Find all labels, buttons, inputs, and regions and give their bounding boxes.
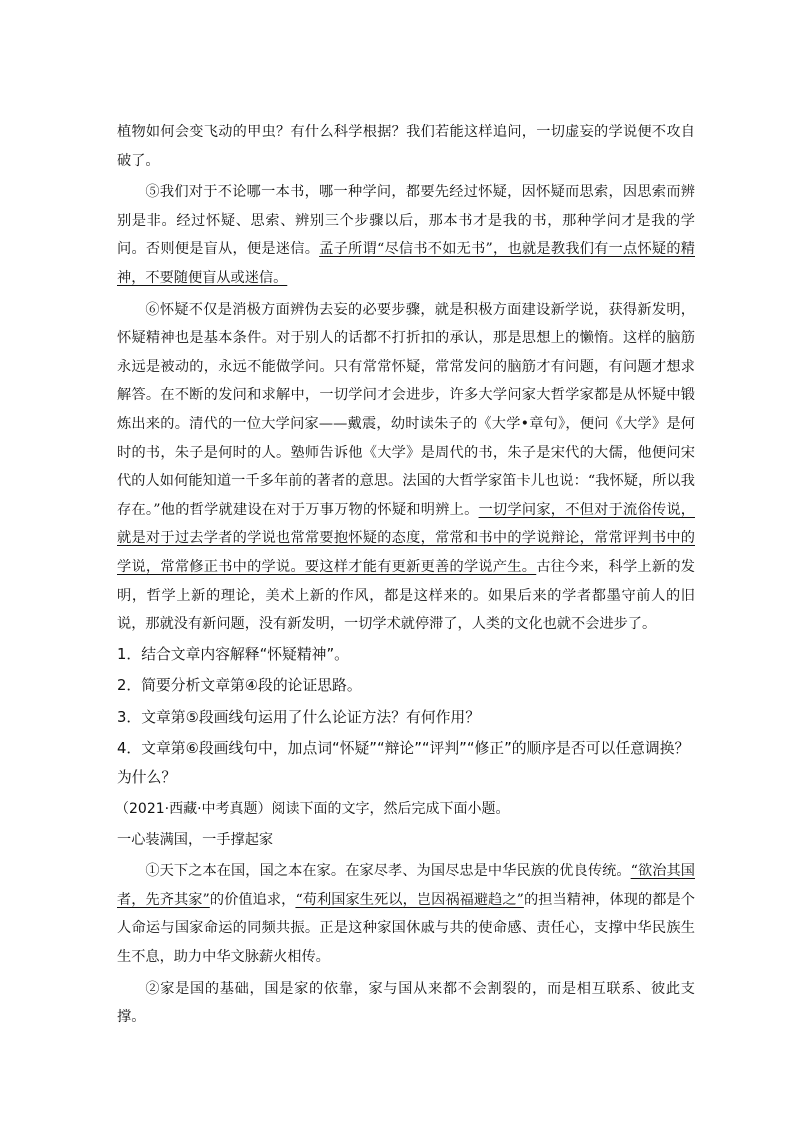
paragraph-6 bbox=[117, 296, 695, 639]
paragraph-5-text: ⑤我们对于不论哪一本书，哪一种学问，都要先经过怀疑，因怀疑而思索，因思索而辨别是非。经过怀疑、思索、辨别三个步骤以后，那本书才是我的书，那种学问才是我的学问。否则便是盲从，便是迷信。 bbox=[117, 184, 695, 258]
article-quote-1: “欲治其国者，先齐其家” bbox=[117, 863, 695, 908]
article-paragraph-1-text-b: 的价值追求， bbox=[209, 891, 296, 908]
article-paragraph-1-text: ①天下之本在国，国之本在家。在家尽孝、为国尽忠是中华民族的优良传统。 bbox=[145, 863, 631, 880]
paragraph-continuation: 植物如何会变飞动的甲虫？有什么科学根据？我们若能这样追问，一切虚妄的学说便不攻自破了。 bbox=[117, 124, 695, 169]
question-3: 3．文章第⑤段画线句运用了什么论证方法？有何作用？ bbox=[117, 708, 481, 726]
question-list bbox=[117, 641, 695, 793]
question-1: 1．结合文章内容解释“怀疑精神”。 bbox=[117, 645, 349, 663]
paragraph-6-text: ⑥怀疑不仅是消极方面辨伪去妄的必要步骤，就是积极方面建设新学说，获得新发明，怀疑精神也是基本条件。对于别人的话都不打折扣的承认，那是思想上的懒惰。这样的脑筋永远是被动的，永远不能做学问。只有常常怀疑，常常发问的脑筋才有问题，有问题才想求解答。在不断的发问和求解中，一切学问才会进步，许多大学问家大哲学家都是从怀疑中锻炼出来的。清代的一位大学问家——戴震，幼时读朱子的《大学•章句》，便问《大学》是何时的书，朱子是何时的人。塾师告诉他《大学》是周代的书，朱子是宋代的大儒，他便问宋代的人如何能知道一千多年前的著者的意思。法国的大哲学家笛卡儿也说：“我怀疑，所以我存在。”他的哲学就建设在对于万事万物的怀疑和明辨上。 bbox=[117, 301, 695, 518]
paragraph-6-underlined-sentence: 一切学问家，不但对于流俗传说，就是对于过去学者的学说也常常要抱怀疑的态度，常常和书中的学说辩论，常常评判书中的学说，常常修正书中的学说。要这样才能有更新更善的学说产生。 bbox=[117, 501, 695, 575]
question-2: 2．简要分析文章第④段的论证思路。 bbox=[117, 677, 362, 695]
article-paragraph-1-text-c: 的担当精神，体现的都是个人命运与国家命运的同频共振。正是这种家国休戚与共的使命感、责任心，支撑中华民族生生不息，助力中华文脉薪火相传。 bbox=[117, 891, 695, 966]
paragraph-6-text-end: 古往今来，科学上新的发明，哲学上新的理论，美术上新的作风，都是这样来的。如果后来的学者都墨守前人的旧说，那就没有新问题，没有新发明，一切学术就停滞了，人类的文化也就不会进步了。 bbox=[117, 558, 695, 633]
article-quote-2: “苟利国家生死以，岂因祸福避趋之” bbox=[295, 891, 524, 908]
article-paragraph-2: ②家是国的基础，国是家的依靠，家与国从来都不会割裂的，而是相互联系、彼此支撑。 bbox=[117, 980, 695, 1026]
article-paragraph-1 bbox=[117, 857, 695, 971]
article-title: 一心装满国，一手撑起家 bbox=[117, 832, 274, 849]
document-content bbox=[117, 118, 695, 1032]
paragraph-5-underlined-sentence: 孟子所谓“尽信书不如无书”，也就是教我们有一点怀疑的精神，不要随便盲从或迷信。 bbox=[117, 241, 695, 286]
paragraph-5 bbox=[117, 178, 695, 292]
question-4: 4．文章第⑥段画线句中，加点词“怀疑”“辩论”“评判”“修正”的顺序是否可以任意调换？为什么？ bbox=[117, 740, 690, 787]
source-line: （2021·西藏·中考真题）阅读下面的文字，然后完成下面小题。 bbox=[115, 800, 510, 817]
